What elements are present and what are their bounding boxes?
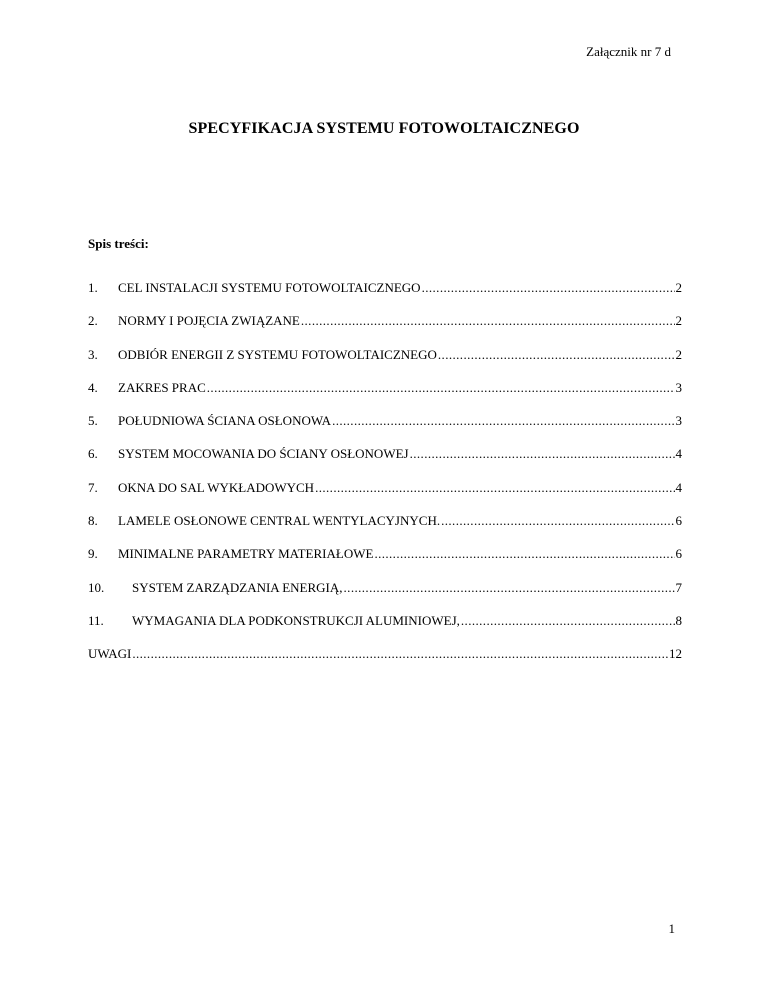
toc-entry-page: 2 — [675, 313, 682, 329]
toc-entry-number: 9. — [88, 546, 98, 562]
toc-entry-title: OKNA DO SAL WYKŁADOWYCH — [118, 479, 315, 495]
dot-leader — [422, 280, 675, 296]
dot-leader — [410, 446, 675, 462]
toc-entry-title: ODBIÓR ENERGII Z SYSTEMU FOTOWOLTAICZNEGO — [118, 346, 437, 362]
dot-leader — [438, 347, 675, 363]
toc-entry-number: 10. — [88, 579, 105, 595]
toc-entry-page: 4 — [675, 479, 682, 495]
dot-leader — [132, 646, 668, 662]
toc-entry-6[interactable] — [88, 446, 682, 462]
toc-entry-8[interactable] — [88, 513, 682, 529]
toc-entry-number: 1. — [88, 280, 98, 295]
toc-entry-10[interactable] — [88, 580, 682, 596]
toc-entry-page: 6 — [675, 546, 682, 562]
toc-entry-number: 4. — [88, 379, 98, 395]
toc-entry-page: 12 — [669, 646, 682, 662]
attachment-label: Załącznik nr 7 d — [586, 44, 671, 59]
toc-entry-title: MINIMALNE PARAMETRY MATERIAŁOWE — [118, 546, 374, 562]
toc-entry-title: POŁUDNIOWA ŚCIANA OSŁONOWA — [118, 413, 332, 429]
dot-leader — [344, 580, 675, 596]
toc-entry-title: SYSTEM MOCOWANIA DO ŚCIANY OSŁONOWEJ — [118, 446, 409, 462]
toc-entry-11[interactable] — [88, 613, 682, 629]
toc-entry-uwagi[interactable] — [88, 646, 682, 662]
toc-entry-page: 4 — [675, 446, 682, 462]
toc-entry-title: WYMAGANIA DLA PODKONSTRUKCJI ALUMINIOWEJ, — [132, 612, 460, 628]
toc-entry-number: 3. — [88, 346, 98, 362]
toc-entry-page: 6 — [675, 513, 682, 529]
toc-entry-7[interactable] — [88, 480, 682, 496]
dot-leader — [301, 313, 675, 329]
toc-entry-page: 3 — [675, 413, 682, 429]
dot-leader — [441, 513, 674, 529]
toc-entry-page: 2 — [675, 346, 682, 362]
toc-entry-title: NORMY I POJĘCIA ZWIĄZANE — [118, 313, 300, 329]
dot-leader — [207, 380, 675, 396]
toc-entry-5[interactable] — [88, 413, 682, 429]
toc-entry-9[interactable] — [88, 546, 682, 562]
toc-heading: Spis treści: — [88, 236, 149, 251]
toc-entry-number: 6. — [88, 446, 98, 462]
toc-entry-title: ZAKRES PRAC — [118, 379, 206, 395]
table-of-contents — [88, 280, 682, 680]
toc-entry-3[interactable] — [88, 347, 682, 363]
toc-entry-4[interactable] — [88, 380, 682, 396]
toc-entry-title: UWAGI — [88, 646, 132, 662]
dot-leader — [374, 546, 674, 562]
page-number: 1 — [668, 921, 675, 936]
toc-entry-number: 8. — [88, 513, 98, 529]
toc-entry-page: 3 — [675, 379, 682, 395]
toc-entry-number: 11. — [88, 612, 104, 628]
toc-entry-title: CEL INSTALACJI SYSTEMU FOTOWOLTAICZNEGO — [118, 280, 421, 295]
toc-entry-number: 2. — [88, 313, 98, 329]
toc-entry-number: 5. — [88, 413, 98, 429]
toc-entry-number: 7. — [88, 479, 98, 495]
dot-leader — [315, 480, 674, 496]
toc-entry-title: LAMELE OSŁONOWE CENTRAL WENTYLACYJNYCH. — [118, 513, 441, 529]
document-title: SPECYFIKACJA SYSTEMU FOTOWOLTAICZNEGO — [188, 120, 580, 137]
toc-entry-1[interactable] — [88, 280, 682, 296]
toc-entry-2[interactable] — [88, 313, 682, 329]
dot-leader — [461, 613, 675, 629]
toc-entry-title: SYSTEM ZARZĄDZANIA ENERGIĄ, — [132, 579, 343, 595]
toc-entry-page: 8 — [675, 612, 682, 628]
dot-leader — [332, 413, 674, 429]
toc-entry-page: 7 — [675, 579, 682, 595]
toc-entry-page: 2 — [675, 280, 682, 295]
